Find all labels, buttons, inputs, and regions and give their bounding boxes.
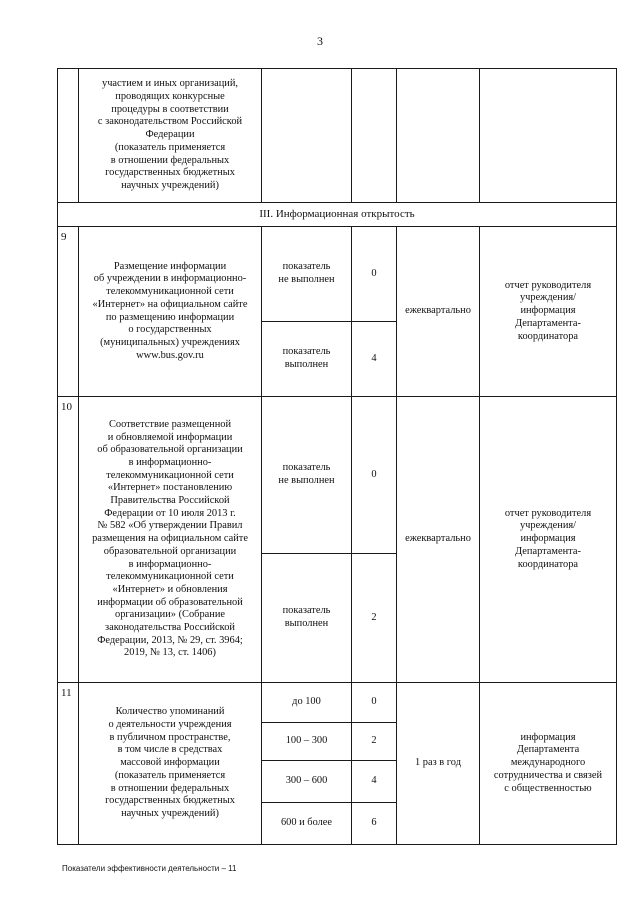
indicator-cell: участием и иных организаций, проводящих конкурсные процедуры в соответствии с законодательством Российской Федерации (показатель применяется в отношении федеральных государственных бюджетных научных учреждений) — [79, 69, 262, 203]
row-number: 11 — [58, 683, 79, 845]
table-row — [58, 227, 617, 322]
indicator-cell: Соответствие размещенной и обновляемой информации об образовательной организации в информационно- телекоммуникационной сети «Интернет» постановлению Правительства Российской Федерации от 10 июля 2013 г. № 582 «Об утверждении Правил размещения на официальном сайте образовательной организации в информационно- телекоммуникационной сети «Интернет» и обновления информации об образовательной организации» (Собрание законодательства Российской Федерации, 2013, № 29, ст. 3964; 2019, № 13, ст. 1406) — [79, 397, 262, 683]
periodicity-cell: ежеквартально — [397, 227, 480, 397]
periodicity-cell: ежеквартально — [397, 397, 480, 683]
indicator-cell: Размещение информации об учреждении в информационно- телекоммуникационной сети «Интернет» на официальном сайте по размещению информации о государственных (муниципальных) учреждениях www.bus.gov.ru — [79, 227, 262, 397]
table-row — [58, 683, 617, 723]
score-cell: 2 — [352, 554, 397, 683]
score-cell: 2 — [352, 723, 397, 761]
score-cell: 0 — [352, 397, 397, 554]
page-footer: Показатели эффективности деятельности – 11 — [62, 864, 237, 873]
score-cell: 6 — [352, 803, 397, 845]
source-cell: отчет руководителя учреждения/ информация Департамента- координатора — [480, 397, 617, 683]
source-cell: информация Департамента международного сотрудничества и связей с общественностью — [480, 683, 617, 845]
criterion-cell: показатель не выполнен — [262, 227, 352, 322]
score-cell: 4 — [352, 761, 397, 803]
page-number: 3 — [317, 34, 323, 48]
criterion-cell: показатель не выполнен — [262, 397, 352, 554]
criterion-cell: 100 – 300 — [262, 723, 352, 761]
section-header-row — [58, 203, 617, 227]
section-title: III. Информационная открытость — [58, 203, 617, 227]
criterion-cell: показатель выполнен — [262, 322, 352, 397]
score-cell: 4 — [352, 322, 397, 397]
criterion-cell: 600 и более — [262, 803, 352, 845]
score-cell: 0 — [352, 227, 397, 322]
criterion-cell: показатель выполнен — [262, 554, 352, 683]
table-row — [58, 69, 617, 203]
indicator-cell: Количество упоминаний о деятельности учреждения в публичном пространстве, в том числе в средствах массовой информации (показатель применяется в отношении федеральных государственных бюджетных научных учреждений) — [79, 683, 262, 845]
table-row — [58, 397, 617, 554]
row-number: 10 — [58, 397, 79, 683]
indicators-table — [57, 68, 617, 845]
source-cell: отчет руководителя учреждения/ информация Департамента- координатора — [480, 227, 617, 397]
criterion-cell: до 100 — [262, 683, 352, 723]
criterion-cell: 300 – 600 — [262, 761, 352, 803]
row-number: 9 — [58, 227, 79, 397]
score-cell: 0 — [352, 683, 397, 723]
periodicity-cell: 1 раз в год — [397, 683, 480, 845]
